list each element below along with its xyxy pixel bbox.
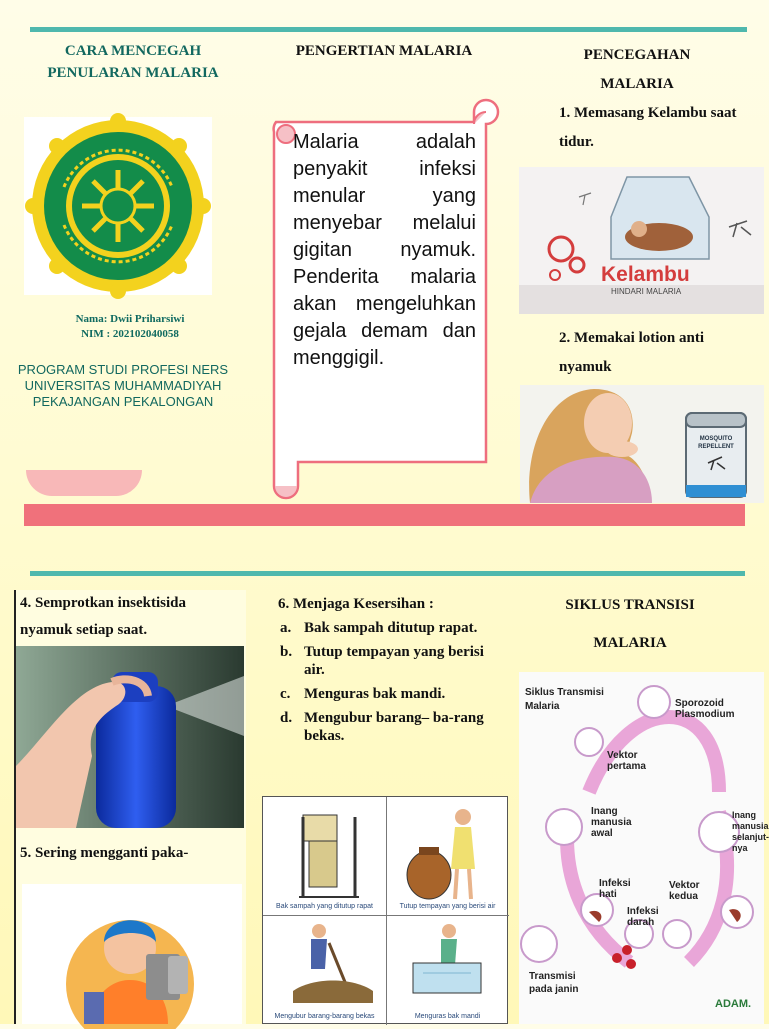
prevention-item-1: 1. Memasang Kelambu saat tidur. — [559, 105, 737, 150]
cleanliness-heading: 6. Menjaga Kesersihan : — [278, 596, 434, 612]
middle-divider — [30, 571, 745, 576]
lotion-image — [520, 385, 764, 503]
program-name: PROGRAM STUDI PROFESI NERS UNIVERSITAS MUHAMMADIYAH PEKAJANGAN PEKALONGAN — [17, 362, 229, 409]
adam-brand: ADAM. — [715, 998, 752, 1010]
university-logo — [24, 117, 212, 295]
change-clothes-image — [22, 884, 242, 1024]
label-vektor-kedua: Vektor kedua — [669, 880, 700, 902]
right-title: PENCEGAHAN MALARIA — [583, 47, 691, 92]
pink-banner — [24, 504, 745, 526]
cycle-title: SIKLUS TRANSISI MALARIA — [565, 597, 695, 651]
diagram-title: Siklus Transmisi Malaria — [525, 687, 604, 712]
list-item: d. Mengubur barang– ba-rang bekas. — [280, 710, 484, 744]
list-item: b. Tutup tempayan yang berisi air. — [280, 644, 484, 678]
caption-jar: Tutup tempayan yang berisi air — [399, 903, 496, 910]
label-infeksi-darah: Infeksi darah — [627, 906, 659, 928]
label-vektor-pertama: Vektor pertama — [607, 750, 646, 772]
label-sporozoid: Sporozoid Plasmodium — [675, 698, 735, 720]
author-name: Nama: Dwii Priharsiwi — [75, 313, 185, 325]
label-infeksi-hati: Infeksi hati — [599, 878, 631, 900]
list-item: a. Bak sampah ditutup rapat. — [280, 620, 478, 636]
prevention-item-5: 5. Sering mengganti paka- — [20, 845, 189, 861]
caption-trash-bin: Bak sampah yang ditutup rapat — [276, 903, 373, 910]
author-nim: NIM : 202102040058 — [81, 328, 179, 340]
left-title: CARA MENCEGAH PENULARAN MALARIA — [47, 43, 219, 81]
decorative-bowl — [26, 470, 142, 496]
insecticide-spray-image — [16, 646, 244, 828]
middle-title: PENGERTIAN MALARIA — [295, 43, 473, 59]
cleanliness-list — [280, 619, 506, 751]
label-inang-lanjut: Inang manusia selanjut-nya — [732, 810, 769, 853]
caption-bury: Mengubur barang-barang bekas — [274, 1013, 375, 1020]
label-transmisi-janin: Transmisi pada janin — [529, 971, 579, 995]
kelambu-image — [519, 167, 764, 314]
hygiene-illustration-grid — [262, 796, 508, 1024]
list-item: c. Menguras bak mandi. — [280, 686, 446, 702]
prevention-item-2: 2. Memakai lotion anti nyamuk — [559, 330, 704, 375]
repellent-label: MOSQUITO REPELLENT — [698, 436, 734, 450]
top-divider — [30, 27, 747, 32]
caption-bath: Menguras bak mandi — [414, 1013, 481, 1020]
label-inang-awal: Inang manusia awal — [591, 806, 632, 839]
malaria-definition: Malaria adalah penyakit infeksi menular yang menyebar melalui gigitan nyamuk. Penderita malaria akan mengeluhkan gejala demam dan menggigil. — [293, 131, 476, 369]
prevention-item-4: 4. Semprotkan insektisida nyamuk setiap saat. — [20, 595, 187, 638]
kelambu-subtitle: HINDARI MALARIA — [611, 287, 682, 296]
kelambu-title: Kelambu — [601, 263, 690, 286]
transmission-cycle-diagram — [519, 672, 769, 1024]
